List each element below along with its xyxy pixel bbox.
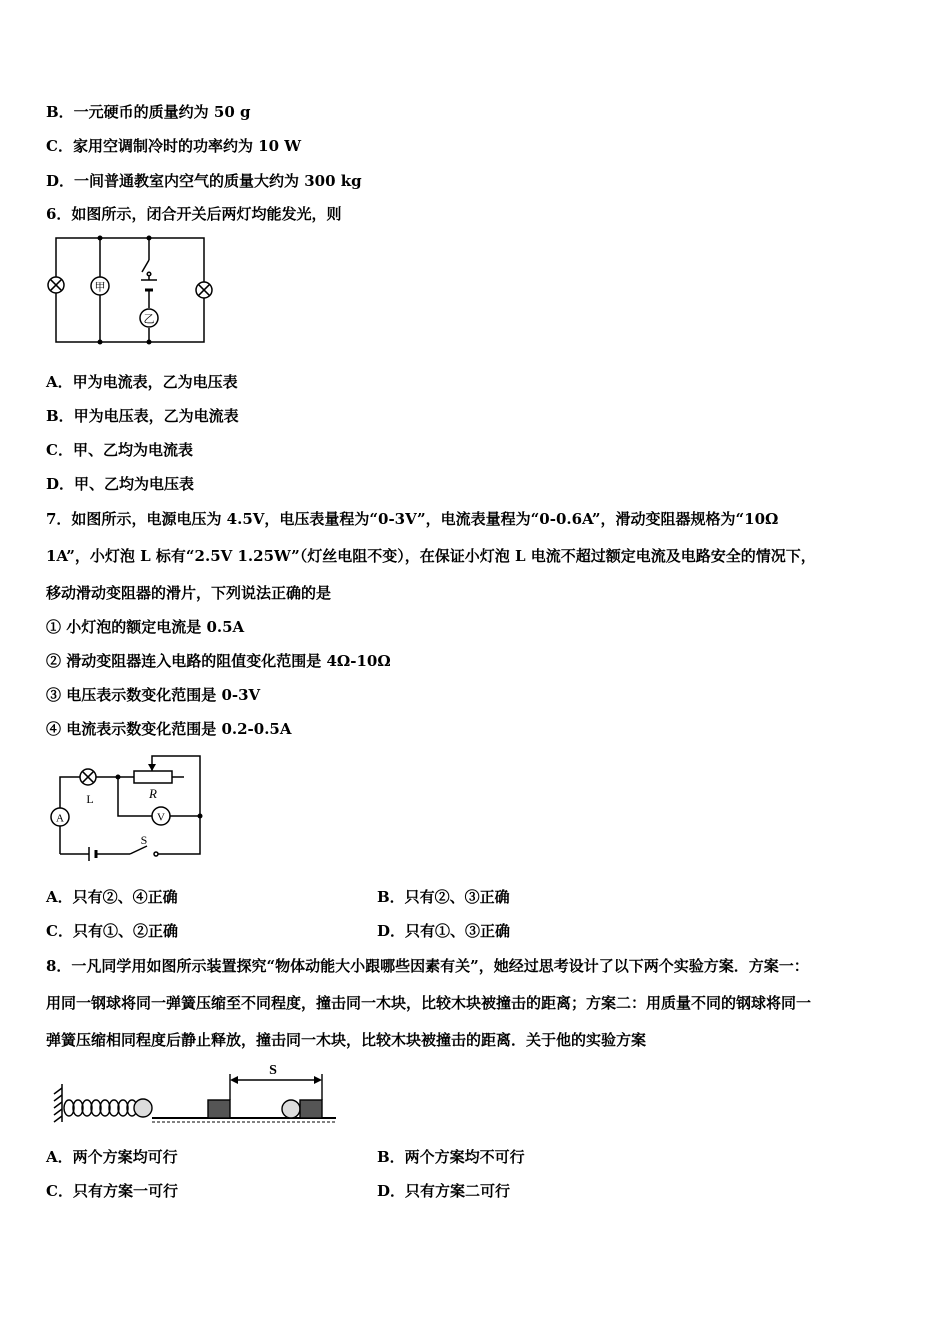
q7-lamp-label: L [86,792,94,806]
q7-option-d: D．只有①、③正确 [377,922,511,940]
q8-option-c: C．只有方案一可行 [46,1182,178,1200]
q7-stem-line1: 7．如图所示，电源电压为 4.5V，电压表量程为“0-3V”，电流表量程为“0-0.6A”，滑动变阻器规格为“10Ω [46,510,779,528]
q6-battery-icon [141,280,157,290]
q7-voltmeter: V [157,811,165,824]
q7-stem-line2: 1A”，小灯泡 L 标有“2.5V 1.25W”（灯丝电阻不变），在保证小灯泡 L 电流不超过额定电流及电路安全的情况下， [46,547,816,565]
q6-option-a: A．甲为电流表，乙为电压表 [46,373,238,391]
q7-switch-label: S [140,833,148,847]
q5-option-c: C．家用空调制冷时的功率约为 10 W [46,137,302,155]
q6-lamp-right-icon [196,282,212,298]
q6-stem: 6．如图所示，闭合开关后两灯均能发光，则 [46,205,342,223]
q8-option-d: D．只有方案二可行 [377,1182,511,1200]
q8-stem-line2: 用同一钢球将同一弹簧压缩至不同程度，撞击同一木块，比较木块被撞击的距离；方案二：用质量不同的钢球将同一 [46,994,812,1012]
q7-option-c: C．只有①、②正确 [46,922,178,940]
q7-rheostat-label: R [149,786,157,801]
q8-stem-line3: 弹簧压缩相同程度后静止释放，撞击同一木块，比较木块被撞击的距离．关于他的实验方案 [46,1031,647,1049]
q7-statement-1: ① 小灯泡的额定电流是 0.5A [46,618,245,636]
q7-option-a: A．只有②、④正确 [46,888,178,906]
q7-switch-icon [154,852,158,856]
q6-option-b: B．甲为电压表，乙为电流表 [46,407,239,425]
q6-meter-yi: 乙 [143,313,155,326]
q6-lamp-left-icon [48,277,64,293]
q8-steel-ball [134,1099,152,1117]
q8-spring [64,1100,137,1116]
q7-circuit-diagram [44,748,214,863]
q6-switch-icon [142,260,151,276]
q7-option-b: B．只有②、③正确 [377,888,510,906]
q8-steel-ball-moved [282,1100,300,1118]
q7-statement-2: ② 滑动变阻器连入电路的阻值变化范围是 4Ω-10Ω [46,652,391,670]
q8-apparatus-diagram [44,1060,339,1130]
q8-wood-block-end [300,1100,322,1118]
q6-circuit-diagram [44,230,219,350]
q7-stem-line3: 移动滑动变阻器的滑片，下列说法正确的是 [46,584,332,602]
q5-option-d: D．一间普通教室内空气的质量大约为 300 kg [46,172,362,190]
q5-option-b: B．一元硬币的质量约为 50 g [46,103,251,121]
q6-option-d: D．甲、乙均为电压表 [46,475,195,493]
q8-option-a: A．两个方案均可行 [46,1148,178,1166]
q7-rheostat [134,771,172,783]
q7-statement-3: ③ 电压表示数变化范围是 0-3V [46,686,261,704]
q6-meter-jia: 甲 [94,281,106,294]
q8-distance-label: S [269,1063,277,1078]
q7-battery-icon [89,847,96,861]
q6-option-c: C．甲、乙均为电流表 [46,441,193,459]
q8-option-b: B．两个方案均不可行 [377,1148,525,1166]
q7-lamp-icon [80,769,96,785]
q8-wood-block-start [208,1100,230,1118]
q7-statement-4: ④ 电流表示数变化范围是 0.2-0.5A [46,720,292,738]
q8-stem-line1: 8．一凡同学用如图所示装置探究“物体动能大小跟哪些因素有关”，她经过思考设计了以下两个实验方案．方案一： [46,957,809,975]
q7-ammeter: A [56,812,64,825]
